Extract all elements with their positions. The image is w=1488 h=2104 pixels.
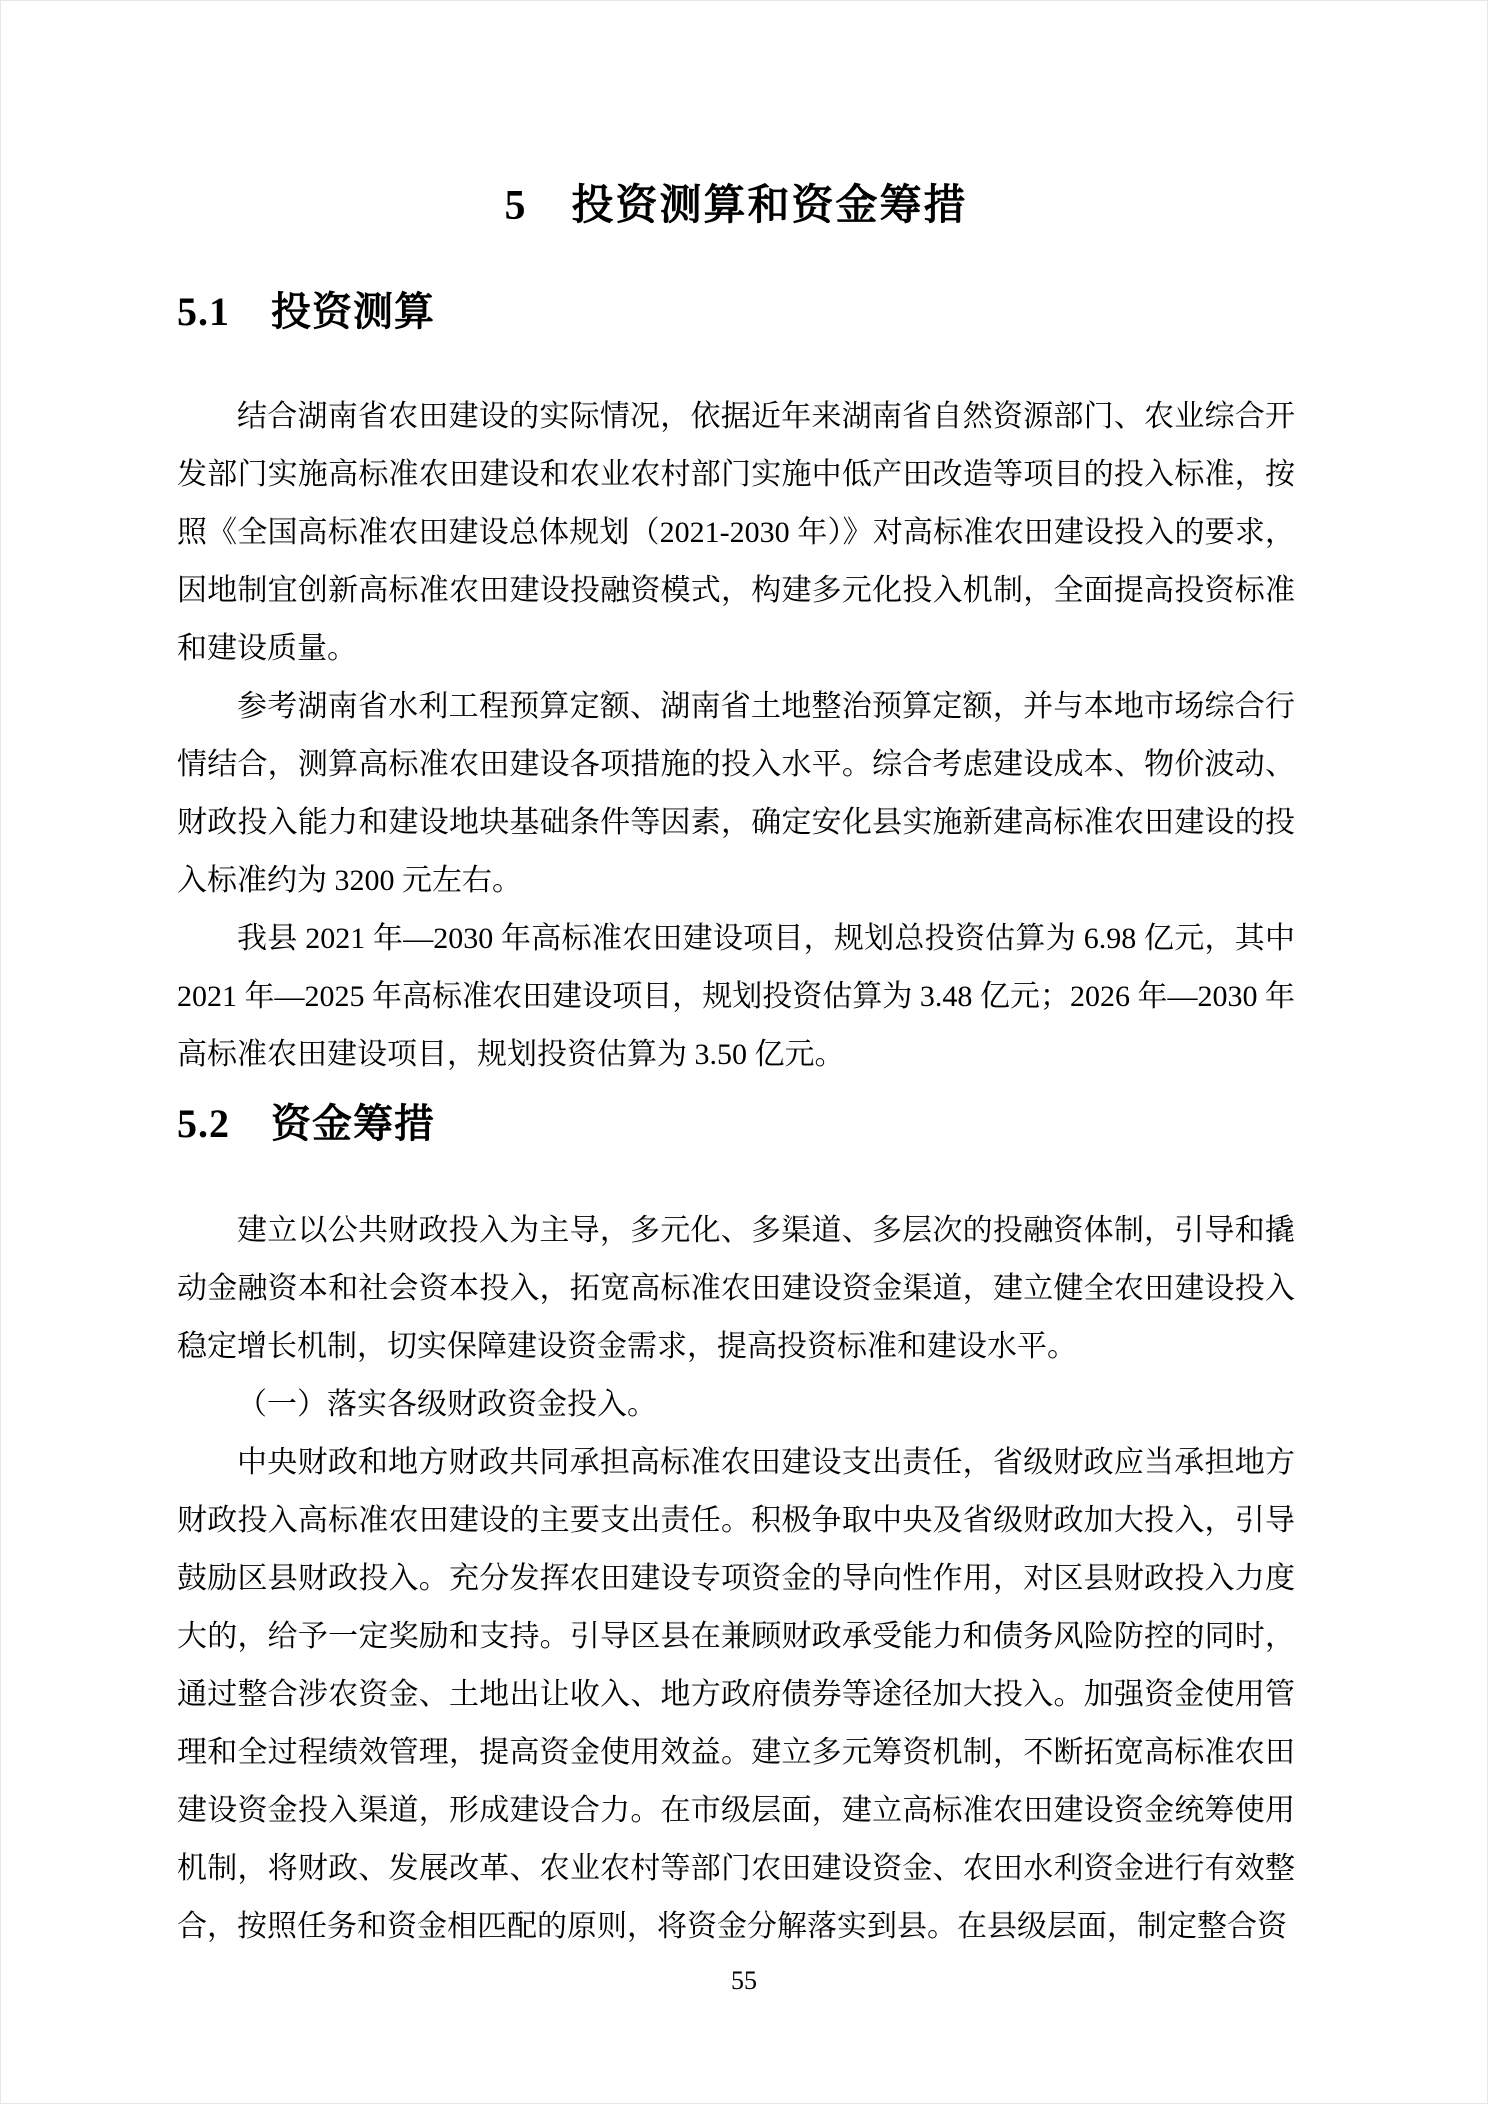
section-5-2-paragraph-3: 中央财政和地方财政共同承担高标准农田建设支出责任，省级财政应当承担地方财政投入高标准农田建设的主要支出责任。积极争取中央及省级财政加大投入，引导鼓励区县财政投入。充分发挥农田建设专项资金的导向性作用，对区县财政投入力度大的，给予一定奖励和支持。引导区县在兼顾财政承受能力和债务风险防控的同时，通过整合涉农资金、土地出让收入、地方政府债券等途径加大投入。加强资金使用管理和全过程绩效管理，提高资金使用效益。建立多元筹资机制，不断拓宽高标准农田建设资金投入渠道，形成建设合力。在市级层面，建立高标准农田建设资金统筹使用机制，将财政、发展改革、农业农村等部门农田建设资金、农田水利资金进行有效整合，按照任务和资金相匹配的原则，将资金分解落实到县。在县级层面，制定整合资 (177, 1445, 1295, 1943)
section-5-2-heading: 5.2 资金筹措 (177, 1100, 435, 1146)
section-5-1-paragraph-2: 参考湖南省水利工程预算定额、湖南省土地整治预算定额，并与本地市场综合行情结合，测算高标准农田建设各项措施的投入水平。综合考虑建设成本、物价波动、财政投入能力和建设地块基础条件等因素，确定安化县实施新建高标准农田建设的投入标准约为 3200 元左右。 (177, 689, 1295, 897)
section-5-1-heading: 5.1 投资测算 (177, 288, 435, 334)
section-5-1-paragraph-3: 我县 2021 年—2030 年高标准农田建设项目，规划总投资估算为 6.98 亿元，其中 2021 年—2025 年高标准农田建设项目，规划投资估算为 3.48 亿元；2026 年—2030 年高标准农田建设项目，规划投资估算为 3.50 亿元。 (177, 921, 1295, 1071)
page-number: 55 (731, 1966, 757, 1995)
section-5-2-paragraph-2: （一）落实各级财政资金投入。 (237, 1387, 657, 1421)
chapter-title: 5 投资测算和资金筹措 (504, 183, 968, 229)
section-5-2-paragraph-1: 建立以公共财政投入为主导，多元化、多渠道、多层次的投融资体制，引导和撬动金融资本和社会资本投入，拓宽高标准农田建设资金渠道，建立健全农田建设投入稳定增长机制，切实保障建设资金需求，提高投资标准和建设水平。 (177, 1213, 1295, 1363)
section-5-1-paragraph-1: 结合湖南省农田建设的实际情况，依据近年来湖南省自然资源部门、农业综合开发部门实施高标准农田建设和农业农村部门实施中低产田改造等项目的投入标准，按照《全国高标准农田建设总体规划（2021-2030 年）》对高标准农田建设投入的要求，因地制宜创新高标准农田建设投融资模式，构建多元化投入机制，全面提高投资标准和建设质量。 (177, 399, 1295, 665)
